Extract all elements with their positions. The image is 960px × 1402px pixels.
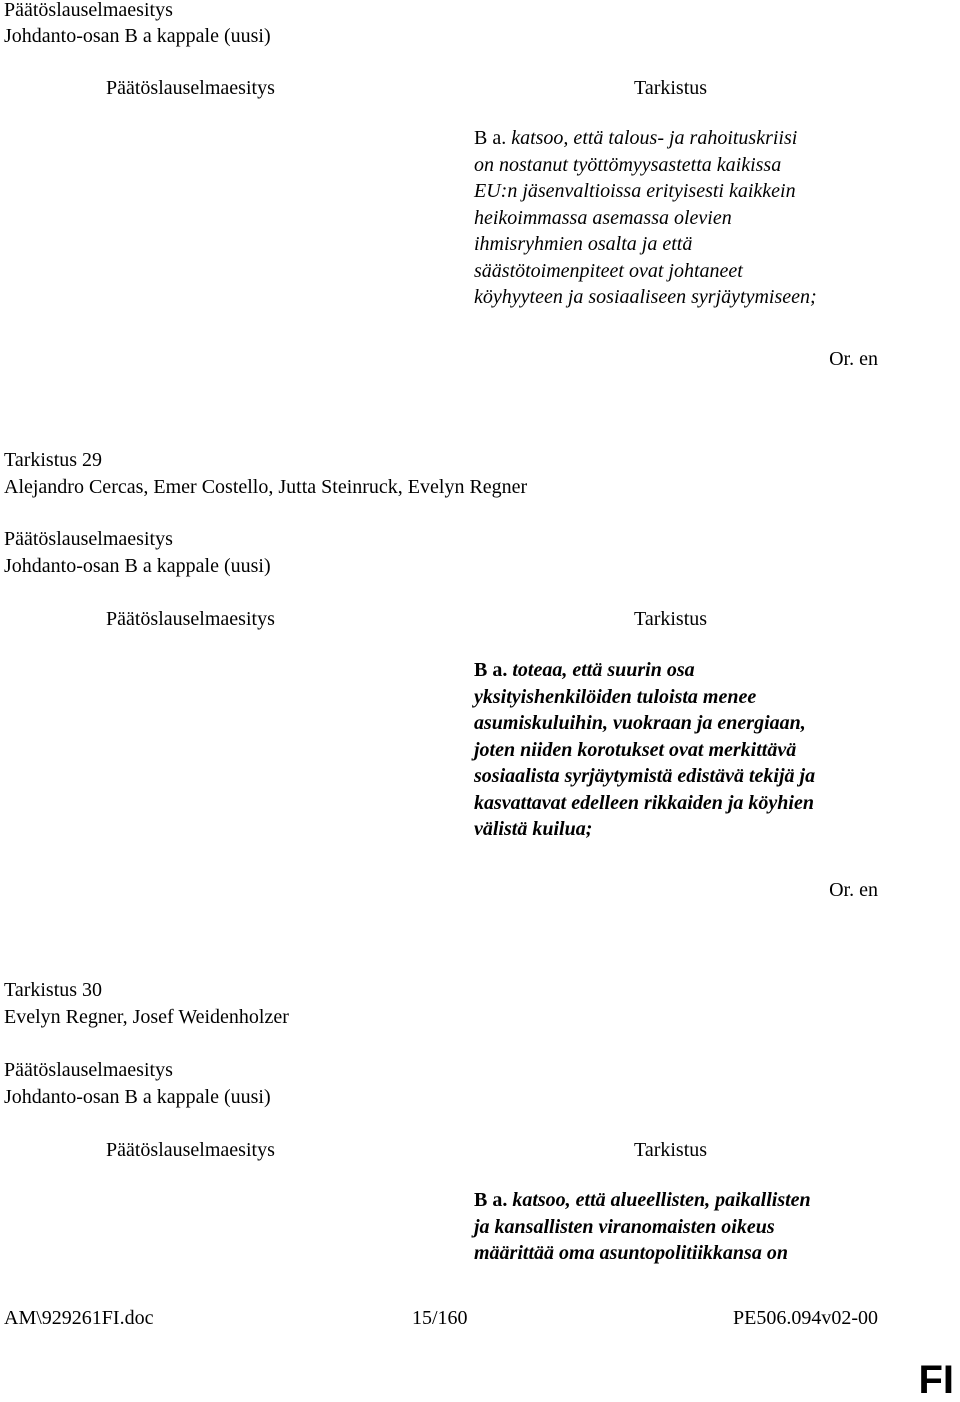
footer-doc-ref: AM\929261FI.doc [4, 1307, 154, 1329]
amendment-line: välistä kuilua; [474, 818, 593, 840]
amendment-number: Tarkistus 29 [4, 449, 103, 471]
amendment-text [474, 125, 817, 311]
original-language: Or. en [829, 879, 878, 901]
amendment-line: ihmisryhmien osalta ja että [474, 233, 693, 255]
column-heading-left: Päätöslauselmaesitys [106, 1139, 275, 1161]
amendment-text [474, 1187, 811, 1267]
footer-page-number: 15/160 [412, 1307, 468, 1329]
amendment-line: heikoimmassa asemassa olevien [474, 206, 732, 229]
column-heading-right: Tarkistus [634, 608, 708, 630]
amendment-line: toteaa, että suurin osa [512, 659, 695, 681]
amendment-line: määrittää oma asuntopolitiikkansa on [474, 1242, 788, 1264]
amendment-authors: Alejandro Cercas, Emer Costello, Jutta Steinruck, Evelyn Regner [4, 476, 528, 498]
amendment-line: joten niiden korotukset ovat merkittävä [474, 738, 797, 761]
original-language: Or. en [829, 348, 878, 370]
amendment-line: asumiskuluihin, vuokraan ja energiaan, [474, 712, 806, 734]
column-heading-left: Päätöslauselmaesitys [106, 77, 275, 99]
doc-label: Päätöslauselmaesitys [4, 528, 173, 550]
amendment-line: kasvattavat edelleen rikkaiden ja köyhien [474, 791, 814, 814]
amendment-line: sosiaalista syrjäytymistä edistävä tekijä ja [474, 765, 816, 787]
paragraph-ref: Johdanto-osan B a kappale (uusi) [4, 1086, 271, 1108]
amendment-line: ja kansallisten viranomaisten oikeus [474, 1215, 775, 1238]
amendment-line: säästötoimenpiteet ovat johtaneet [474, 259, 743, 282]
amendment-label: B a. [474, 659, 508, 681]
amendment-line: katsoo, että talous- ja rahoituskriisi [511, 127, 798, 149]
amendment-line: EU:n jäsenvaltioissa erityisesti kaikkein [474, 180, 796, 202]
amendment-line: köyhyyteen ja sosiaaliseen syrjäytymiseen; [474, 286, 817, 308]
amendment-line: katsoo, että alueellisten, paikallisten [512, 1189, 811, 1211]
amendment-authors: Evelyn Regner, Josef Weidenholzer [4, 1006, 289, 1028]
amendment-line: yksityishenkilöiden tuloista menee [474, 685, 757, 708]
paragraph-ref: Johdanto-osan B a kappale (uusi) [4, 25, 271, 47]
doc-label: Päätöslauselmaesitys [4, 1059, 173, 1081]
doc-label: Päätöslauselmaesitys [4, 0, 173, 21]
language-code: FI [918, 1358, 954, 1402]
amendment-label: B a. [474, 127, 507, 149]
amendment-line: on nostanut työttömyysastetta kaikissa [474, 153, 782, 176]
paragraph-ref: Johdanto-osan B a kappale (uusi) [4, 555, 271, 577]
column-heading-right: Tarkistus [634, 77, 708, 99]
amendment-text [474, 657, 815, 843]
amendment-number: Tarkistus 30 [4, 979, 103, 1001]
amendment-label: B a. [474, 1189, 508, 1211]
footer-pe-ref: PE506.094v02-00 [733, 1307, 878, 1329]
column-heading-right: Tarkistus [634, 1139, 708, 1161]
column-heading-left: Päätöslauselmaesitys [106, 608, 275, 630]
